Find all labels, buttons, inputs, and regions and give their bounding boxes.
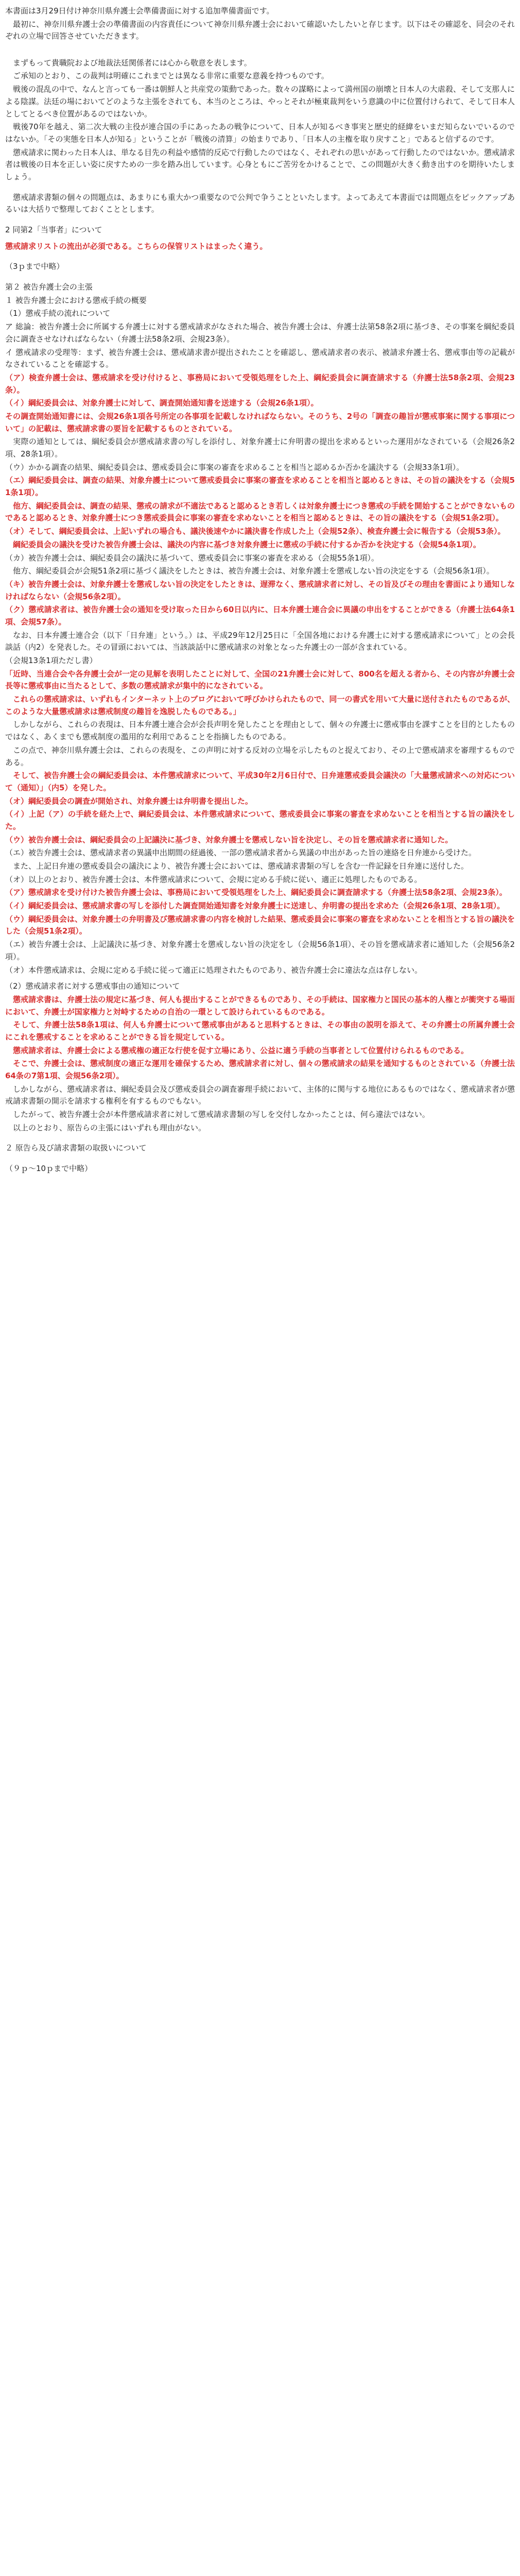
red-paragraph: 懲戒請求者は、弁護士会による懲戒権の適正な行使を促す立場にあり、公益に適う手続の当事者として位置付けられるものである。 [5,1045,469,1055]
red-paragraph: （イ）綱紀委員会は、懲戒請求書の写しを添付した調査開始通知書を対象弁護士に送達し、弁明書の提出を求めた（会規26条1項、28条1項）。 [5,901,505,911]
section-heading-4: ２ 原告ら及び請求書類の取扱いについて [5,1143,147,1153]
red-block-8 [5,994,515,1082]
red-paragraph: （オ）そして、綱紀委員会は、上記いずれの場合も、議決後速やかに議決書を作成した上（会規52条）、検査弁護士会に報告する（会規53条）。 [5,527,506,536]
red-paragraph: 他方、綱紀委員会は、調査の結果、懲戒の請求が不適法であると認めるとき若しくは対象弁護士につき懲戒の手続を開始することができないものであると認めるとき、対象弁護士につき懲戒委員会に事案の審査を求めないことを相当と認めるときは、その旨の議決をする（会規51条2項）。 [5,501,515,523]
spacer [5,253,515,261]
paragraph: 本書面は3月29日付け神奈川県弁護士会準備書面に対する追加準備書面です。 [5,6,274,15]
paragraph: 以上のとおり、原告らの主張にはいずれも理由がない。 [5,1123,206,1132]
paragraph: したがって、被告弁護士会が本件懲戒請求者に対して懲戒請求書類の写しを交付しなかったことは、何ら違法ではない。 [5,1110,430,1120]
red-block-6 [5,770,515,846]
paragraph: 実際の通知としては、綱紀委員会が懲戒請求書の写しを添付し、対象弁護士に弁明書の提出を求めるといった運用がなされている（会規26条2項、28条1項）。 [5,437,515,459]
paragraph: （エ）被告弁護士会は、懲戒請求者の異議申出期間の経過後、一部の懲戒請求者から異議の申出があった旨の連絡を日弁連から受けた。 [5,848,476,858]
section-heading-2a: １ 被告弁護士会における懲戒手続の概要 [5,295,147,305]
paragraph: （オ）本件懲戒請求は、会規に定める手続に従って適正に処理されたものであり、被告弁護士会に違法な点は存しない。 [5,965,423,975]
paragraph: 懲戒請求に関わった日本人は、単なる目先の利益や感情的反応で行動したのではなく、それぞれの思いがあって行動したのではないか。懲戒請求者は戦後の日本を正しい姿に戻すための一歩を踏み出しています。心身ともにご苦労をかけることで、この問題が大きく動き出すのを期待いたしましょう。 [5,147,515,181]
paragraph: 最初に、神奈川県弁護士会の準備書面の内容責任について神奈川県弁護士会において確認いたしたいと存じます。以下はその確認を、同会のそれぞれの立場で回答させていただきます。 [5,19,515,41]
paragraph: （オ）以上のとおり、被告弁護士会は、本件懲戒請求について、会規に定める手続に従い、適正に処理したものである。 [5,874,422,884]
paragraph: また、上記日弁連の懲戒委員会の議決により、被告弁護士会においては、懲戒請求書類の写しを含む一件記録を日弁連に送付した。 [5,861,469,871]
red-paragraph: （イ）綱紀委員会は、対象弁護士に対して、調査開始通知書を送達する（会規26条1項）。 [5,398,319,408]
red-block-2 [5,372,515,435]
red-paragraph: （ク）懲戒請求者は、被告弁護士会の通知を受け取った日から60日以内に、日本弁護士連合会に異議の申出をすることができる（弁護士法64条1項、会規57条）。 [5,605,515,626]
body-block-1 [5,321,515,371]
section-heading-2: 第２ 被告弁護士会の主張 [5,282,93,292]
body-block-8 [5,1083,515,1134]
paragraph: イ 懲戒請求の受理等：まず、被告弁護士会は、懲戒請求書が提出されたことを確認し、懲戒請求者の表示、被請求弁護士名、懲戒事由等の記載がなされていることを確認する。 [5,347,515,369]
paragraph: 他方、綱紀委員会が会規51条2項に基づく議決をしたときは、被告弁護士会は、対象弁護士を懲戒しない旨の決定をする（会規56条1項）。 [5,566,494,576]
red-note-1: 懲戒請求リストの流出が必須である。こちらの保管リストはまったく違う。 [5,241,268,251]
paragraph: （カ）被告弁護士会は、綱紀委員会の議決に基づいて、懲戒委員会に事案の審査を求める（会規55条1項）。 [5,553,379,563]
paragraph: まずもって貴職院および地裁法廷関係者には心から敬意を表します。 [5,58,252,67]
page-omission-note-1: （3ｐまで中略） [5,262,64,272]
paragraph [5,44,515,56]
red-paragraph: （ウ）綱紀委員会は、対象弁護士の弁明書及び懲戒請求書の内容を検討した結果、懲戒委員会に事案の審査を求めないことを相当とする旨の議決をした（会規51条2項）。 [5,914,515,936]
red-paragraph: （ア）懲戒請求を受け付けた被告弁護士会は、事務局において受領処理をした上、綱紀委員会に調査請求する（弁護士法58条2項、会規23条）。 [5,888,507,897]
paragraph: （会規13条1項ただし書） [5,656,97,665]
red-paragraph: （エ）綱紀委員会は、調査の結果、対象弁護士について懲戒委員会に事案の審査を求めることを相当と認めるときは、その旨の議決をする（会規51条1項）。 [5,476,515,498]
spacer [5,274,515,281]
paragraph: 戦後70年を越え、第二次大戦の主役が連合国の手にあったあの戦争について、日本人が知るべき事実と歴史的経緯をいまだ知らないでいるのではないか。「その実態を日本人が知る」ということが「戦後の清算」の始まりであり、「日本人の主権を取り戻すこと」であると信ずるのです。 [5,122,515,144]
red-paragraph: 綱紀委員会の議決を受けた被告弁護士会は、議決の内容に基づき対象弁護士に懲戒の手続に付するか否かを決定する（会規54条1項）。 [5,539,481,549]
red-paragraph: （ア）検査弁護士会は、懲戒請求を受け付けると、事務局において受領処理をした上、綱紀委員会に調査請求する（弁護士法58条2項、会規23条）。 [5,372,515,395]
red-paragraph: （ウ）被告弁護士会は、綱紀委員会の上記議決に基づき、対象弁護士を懲戒しない旨を決定し、その旨を懲戒請求者に通知した。 [5,835,453,844]
red-block-4 [5,579,515,629]
paragraph: 戦後の混乱の中で、なんと言っても一番は朝鮮人と共産党の策動であった。数々の謀略によって満州国の崩壊と日本人の大虐殺、そして支那人による陰謀。法廷の場においてどのような主張をされても、本当のところは、やっとそれが極東裁判をいう意識の中に位置付けられて、そして日本人としてとるべき位置があるのではないか。 [5,84,515,118]
body-block-5 [5,719,515,769]
page-omission-note-2: （９ｐ〜10ｐまで中略） [5,1164,93,1174]
body-block-2 [5,436,515,473]
spacer [5,184,515,192]
intro-section [5,5,515,183]
body-block-7 [5,939,515,976]
paragraph: この点で、神奈川県弁護士会は、これらの表現を、この声明に対する反対の立場を示したものと捉えており、その上で懲戒請求を審理するものである。 [5,745,515,767]
section-heading-2b: （1）懲戒手続の流れについて [5,309,111,318]
spacer [5,217,515,224]
paragraph: ご承知のとおり、この裁判は明確にこれまでとは異なる非常に重要な意義を持つものです。 [5,71,329,81]
paragraph: 懲戒請求書類の個々の問題点は、あまりにも重大かつ重要なので公判で争うことといたします。よってあえて本書面では問題点をピックアップあるいは大括りで整理しておくこととします。 [5,192,515,214]
red-paragraph: 「近時、当連合会や各弁護士会が一定の見解を表明したことに対して、全国の21弁護士会に対して、800名を超える者から、その内容が弁護士会長等に懲戒事由に当たるとして、多数の懲戒請求が集中的になされている。 [5,669,515,691]
red-paragraph: その調査開始通知書には、会規26条1項各号所定の各事項を記載しなければならない。そのうち、2号の「調査の趣旨が懲戒事案に関する事項について」の記載は、懲戒請求書の要旨を記載するものとされている。 [5,411,515,433]
spacer [5,1135,515,1142]
red-paragraph: これらの懲戒請求は、いずれもインターネット上のブログにおいて呼びかけられたもので、同一の書式を用いて大量に送付されたものであるが、このような大量懲戒請求は懲戒制度の趣旨を逸脱したものである。」 [5,694,515,716]
red-block-3 [5,474,515,551]
paragraph: （ウ）かかる調査の結果、綱紀委員会は、懲戒委員会に事案の審査を求めることを相当と認めるか否かを議決する（会規33条1項）。 [5,462,464,472]
body-block-4 [5,630,515,667]
red-paragraph: そして、被告弁護士会の綱紀委員会は、本件懲戒請求について、平成30年2月6日付で、日弁連懲戒委員会議決の「大量懲戒請求への対応について（通知）」（内5）を発した。 [5,771,515,792]
red-block-7 [5,887,515,938]
red-paragraph: そして、弁護士法58条1項は、何人も弁護士について懲戒事由があると思料するときは、その事由の説明を添えて、その弁護士の所属弁護士会にこれを懲戒することを求めることができる旨を規定している。 [5,1020,515,1042]
paragraph: （エ）被告弁護士会は、上記議決に基づき、対象弁護士を懲戒しない旨の決定をし（会規56条1項）、その旨を懲戒請求者に通知した（会規56条2項）。 [5,940,515,961]
section-heading-1: 2 同第2「当事者」について [5,225,102,234]
body-block-6 [5,847,515,886]
red-paragraph: （イ）上記（ア）の手続を経た上で、綱紀委員会は、本件懲戒請求について、懲戒委員会に事案の審査を求めないことを相当とする旨の議決をした。 [5,809,515,831]
body-block-3 [5,552,515,578]
red-block-5 [5,668,515,718]
red-paragraph: （キ）被告弁護士会は、対象弁護士を懲戒しない旨の決定をしたときは、遅滞なく、懲戒請求者に対し、その旨及びその理由を書面により通知しなければならない（会規56条2項）。 [5,579,515,601]
paragraph: しかしながら、懲戒請求者は、綱紀委員会及び懲戒委員会の調査審理手続において、主体的に関与する地位にあるものではなく、懲戒請求者が懲戒請求書類の開示を請求する権利を有するものでもない。 [5,1084,515,1106]
paragraph: しかしながら、これらの表現は、日本弁護士連合会が会長声明を発したことを理由として、個々の弁護士に懲戒事由を課すことを目的としたものではなく、あくまでも懲戒制度の濫用的な利用であることを指摘したものである。 [5,720,515,742]
paragraph: ア 総論：被告弁護士会に所属する弁護士に対する懲戒請求がなされた場合、被告弁護士会は、弁護士法第58条2項に基づき、その事案を綱紀委員会に調査させなければならない（弁護士法58条2項、会規23条）。 [5,322,515,344]
spacer [5,1156,515,1163]
red-paragraph: そこで、弁護士会は、懲戒制度の適正な運用を確保するため、懲戒請求者に対し、個々の懲戒請求の結果を通知するものとされている（弁護士法64条の7第1項、会規56条2項）。 [5,1059,515,1080]
intro2-section [5,192,515,216]
paragraph: なお、日本弁護士連合会（以下「日弁連」という。）は、平成29年12月25日に「全国各地における弁護士に対する懲戒請求について」との会長談話（内2）を発表した。その冒頭においては、当該談話中に懲戒請求の対象となった弁護士の一部が含まれている。 [5,630,515,652]
red-paragraph: （オ）綱紀委員会の調査が開始され、対象弁護士は弁明書を提出した。 [5,796,253,806]
red-paragraph: 懲戒請求書は、弁護士法の規定に基づき、何人も提出することができるものであり、その手続は、国家権力と国民の基本的人権とが衝突する場面において、弁護士が国家権力と対峙するための自治の一環として設けられているものである。 [5,994,515,1016]
section-heading-3: （2）懲戒請求者に対する懲戒事由の通知について [5,981,180,991]
